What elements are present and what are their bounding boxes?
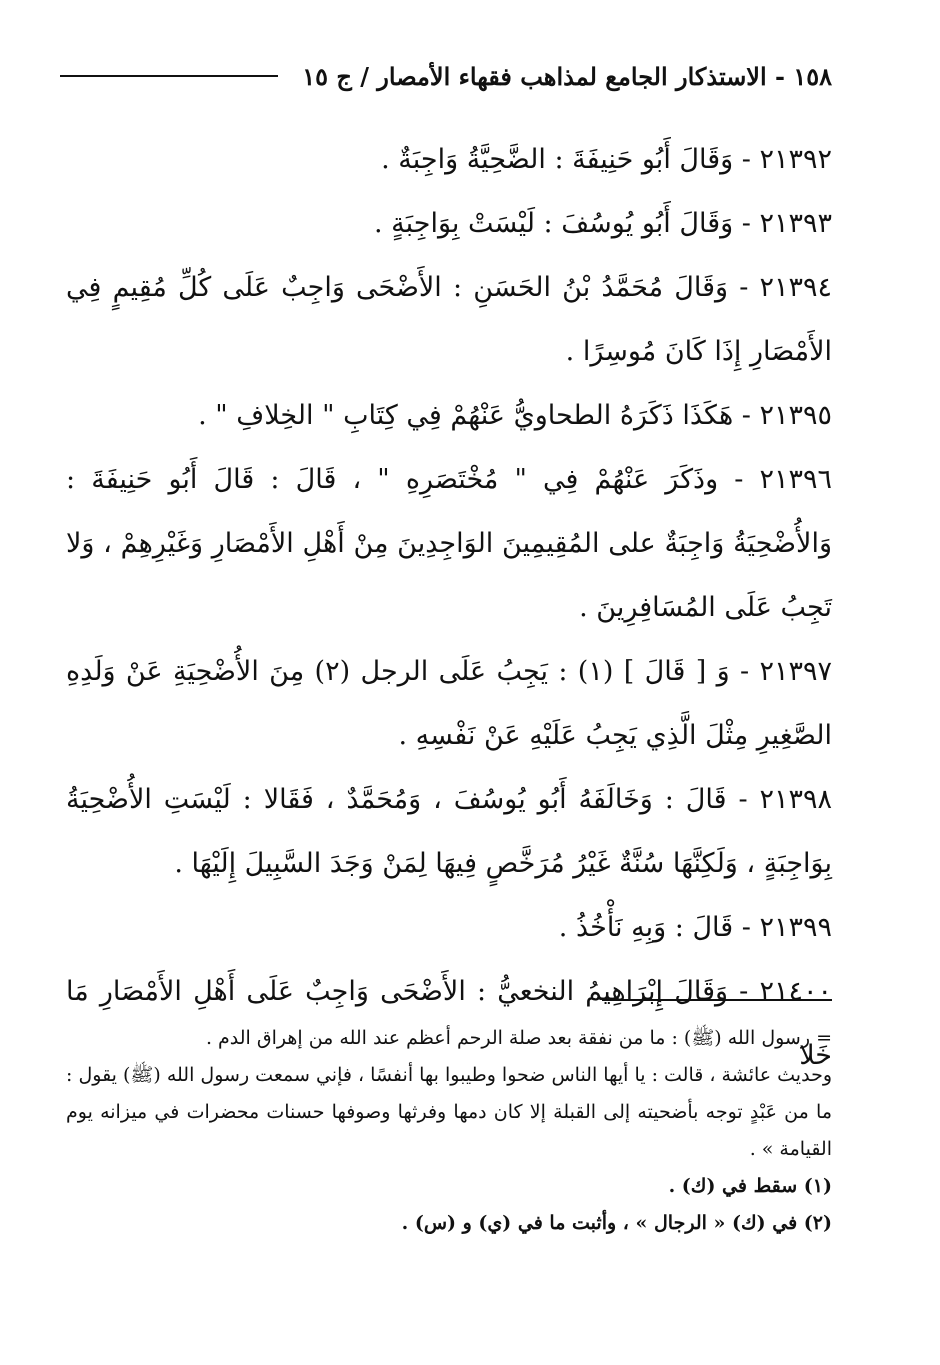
footnotes [66,1020,832,1242]
page-header [60,56,832,96]
paragraph-21392: ٢١٣٩٢ - وَقَالَ أَبُو حَنِيفَةَ : الضَّحِيَّةُ وَاجِبَةٌ . [381,144,832,175]
paragraph-21399: ٢١٣٩٩ - قَالَ : وَبِهِ نَأْخُذُ . [558,912,832,943]
paragraph-21394: ٢١٣٩٤ - وَقَالَ مُحَمَّدُ بْنُ الحَسَنِ : الأَضْحَى وَاجِبٌ عَلَى كُلِّ مُقِيمٍ فِي الأَمْصَارِ إِذَا كَانَ مُوسِرًا . [66,272,832,367]
footnote-separator [602,999,832,1001]
paragraph-21396: ٢١٣٩٦ - وذَكَرَ عَنْهُمْ فِي " مُخْتَصَرِهِ " ، قَالَ : قَالَ أَبُو حَنِيفَةَ : وَالأُضْحِيَةُ وَاجِبَةٌ على المُقِيمِينَ الوَاجِدِينَ مِنْ أَهْلِ الأَمْصَارِ وَغَيْرِهِمْ ، وَلا تَجِبُ عَلَى المُسَافِرِينَ . [66,464,832,623]
paragraph-21398: ٢١٣٩٨ - قَالَ : وَخَالَفَهُ أَبُو يُوسُفَ ، وَمُحَمَّدٌ ، فَقَالا : لَيْسَتِ الأُضْحِيَةُ بِوَاجِبَةٍ ، وَلَكِنَّهَا سُنَّةٌ غَيْرُ مُرَخَّصٍ فِيهَا لِمَنْ وَجَدَ السَّبِيلَ إِلَيْهَا . [66,784,832,879]
footnote-1: (١) سقط في (ك) . [668,1175,832,1197]
footnote-continuation: = رسول الله (ﷺ) : ما من نفقة بعد صلة الرحم أعظم عند الله من إهراق الدم . [205,1027,832,1049]
footnote-continuation: وحديث عائشة ، قالت : يا أيها الناس ضحوا وطيبوا بها أنفسًا ، فإني سمعت رسول الله (ﷺ) يقول : ما من عَبْدٍ توجه بأضحيته إلى القبلة إلا كان دمها وفرثها وصوفها حسنات محضرات في ميزانه يوم القيامة » . [66,1064,832,1160]
header-rule [60,75,278,77]
paragraph-21400: ٢١٤٠٠ - وَقَالَ إِبْرَاهِيمُ النخعيُّ : الأَضْحَى وَاجِبٌ عَلَى أَهْلِ الأَمْصَارِ مَا خَلا [66,976,832,1071]
main-text [66,128,832,1088]
paragraph-21395: ٢١٣٩٥ - هَكَذَا ذَكَرَهُ الطحاويُّ عَنْهُمْ فِي كِتَابِ " الخِلافِ " . [198,400,832,431]
paragraph-21397: ٢١٣٩٧ - وَ [ قَالَ ] (١) : يَجِبُ عَلَى الرجل (٢) مِنَ الأُضْحِيَةِ عَنْ وَلَدِهِ الصَّغِيرِ مِثْلَ الَّذِي يَجِبُ عَلَيْهِ عَنْ نَفْسِهِ . [66,656,832,751]
paragraph-21393: ٢١٣٩٣ - وَقَالَ أَبُو يُوسُفَ : لَيْسَتْ بِوَاجِبَةٍ . [373,208,832,239]
footnote-2: (٢) في (ك) « الرجال » ، وأثبت ما في (ي) و (س) . [401,1212,832,1234]
running-head: ١٥٨ - الاستذكار الجامع لمذاهب فقهاء الأمصار / ج ١٥ [302,61,832,91]
